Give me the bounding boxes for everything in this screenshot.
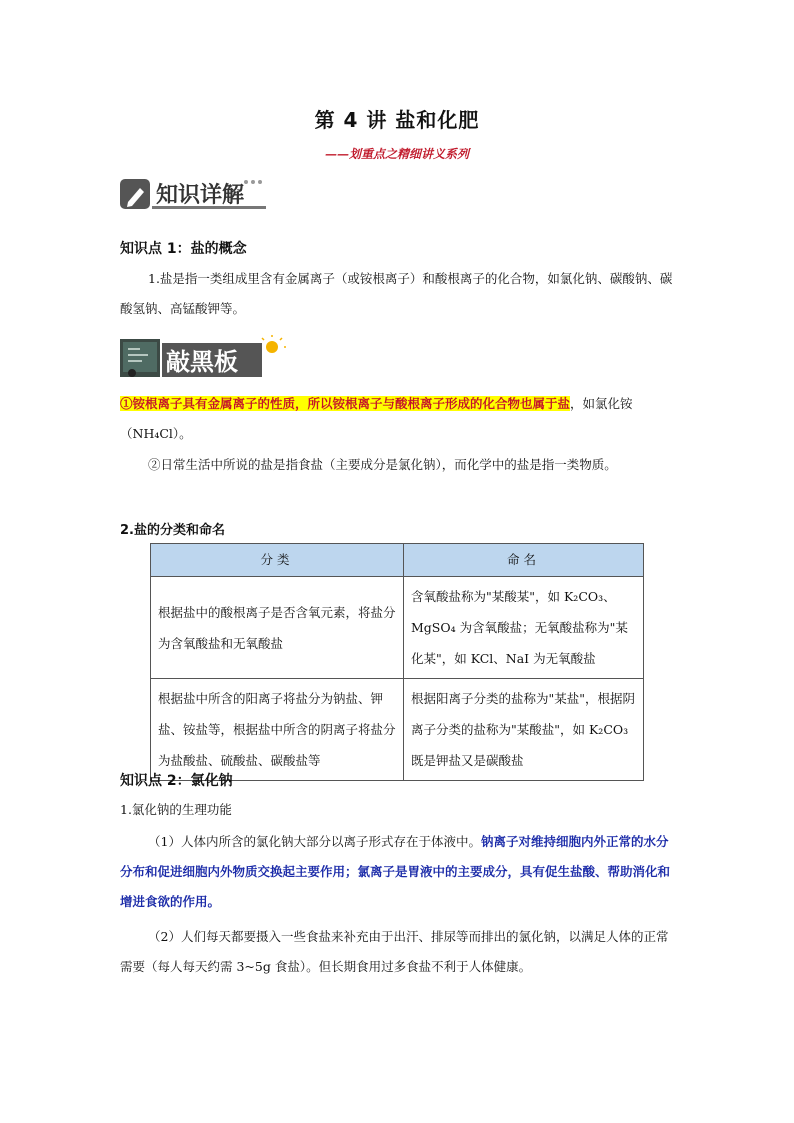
table-cell: 根据阳离子分类的盐称为"某盐"，根据阴离子分类的盐称为"某酸盐"，如 K₂CO₃ 既是钾盐又是碳酸盐 [404, 679, 644, 781]
table-row [151, 679, 644, 781]
knowledge-banner-label: 知识详解 [156, 183, 245, 208]
page-title: 第 4 讲 盐和化肥 [314, 108, 480, 132]
section2-paragraph-2: （2）人们每天都要摄入一些食盐来补充由于出汗、排尿等而排出的氯化钠，以满足人体的正常需要（每人每天约需 3~5g 食盐）。但长期食用过多食盐不利于人体健康。 [120, 929, 669, 974]
table-header-cell: 分类 [151, 544, 404, 577]
lightbulb-icon [266, 341, 278, 353]
section2-heading: 知识点 2：氯化钠 [120, 773, 233, 789]
section2-paragraph-1 [120, 827, 676, 917]
page-subtitle: ——划重点之精细讲义系列 [324, 147, 469, 161]
section2-p1-start: （1）人体内所含的氯化钠大部分以离子形式存在于体液中。 [148, 834, 481, 849]
note-item-1 [120, 389, 676, 449]
note-item-1-rest: ，如氯化铵（NH₄Cl）。 [120, 396, 633, 441]
blackboard-banner-label: 敲黑板 [166, 348, 238, 376]
section1-paragraph: 1.盐是指一类组成里含有金属离子（或铵根离子）和酸根离子的化合物，如氯化钠、碳酸钠、碳酸氢钠、高锰酸钾等。 [120, 271, 673, 316]
note-item-1-highlight: ①铵根离子具有金属离子的性质，所以铵根离子与酸根离子形成的化合物也属于盐 [120, 396, 571, 411]
table-cell: 含氧酸盐称为"某酸某"，如 K₂CO₃、MgSO₄ 为含氧酸盐；无氧酸盐称为"某化某"，如 KCl、NaI 为无氧酸盐 [404, 577, 644, 679]
table-cell: 根据盐中的酸根离子是否含氧元素，将盐分为含氧酸盐和无氧酸盐 [151, 577, 404, 679]
table-row [151, 577, 644, 679]
classification-table [150, 543, 644, 781]
section2-p1-emphasis: 钠离子对维持细胞内外正常的水分分布和促进细胞内外物质交换起主要作用；氯离子是胃液中的主要成分，具有促生盐酸、帮助消化和增进食欲的作用。 [120, 834, 671, 909]
table-cell: 根据盐中所含的阳离子将盐分为钠盐、钾盐、铵盐等，根据盐中所含的阴离子将盐分为盐酸盐、硫酸盐、碳酸盐等 [151, 679, 404, 781]
table-header-row [151, 544, 644, 577]
table-header-cell: 命名 [404, 544, 644, 577]
knowledge-banner [120, 177, 270, 211]
blackboard-banner [120, 335, 290, 381]
classification-heading: 2.盐的分类和命名 [120, 523, 225, 538]
section1-heading: 知识点 1：盐的概念 [120, 241, 247, 257]
section2-subheading: 1.氯化钠的生理功能 [120, 802, 232, 817]
note-item-2: ②日常生活中所说的盐是指食盐（主要成分是氯化钠），而化学中的盐是指一类物质。 [148, 457, 617, 472]
